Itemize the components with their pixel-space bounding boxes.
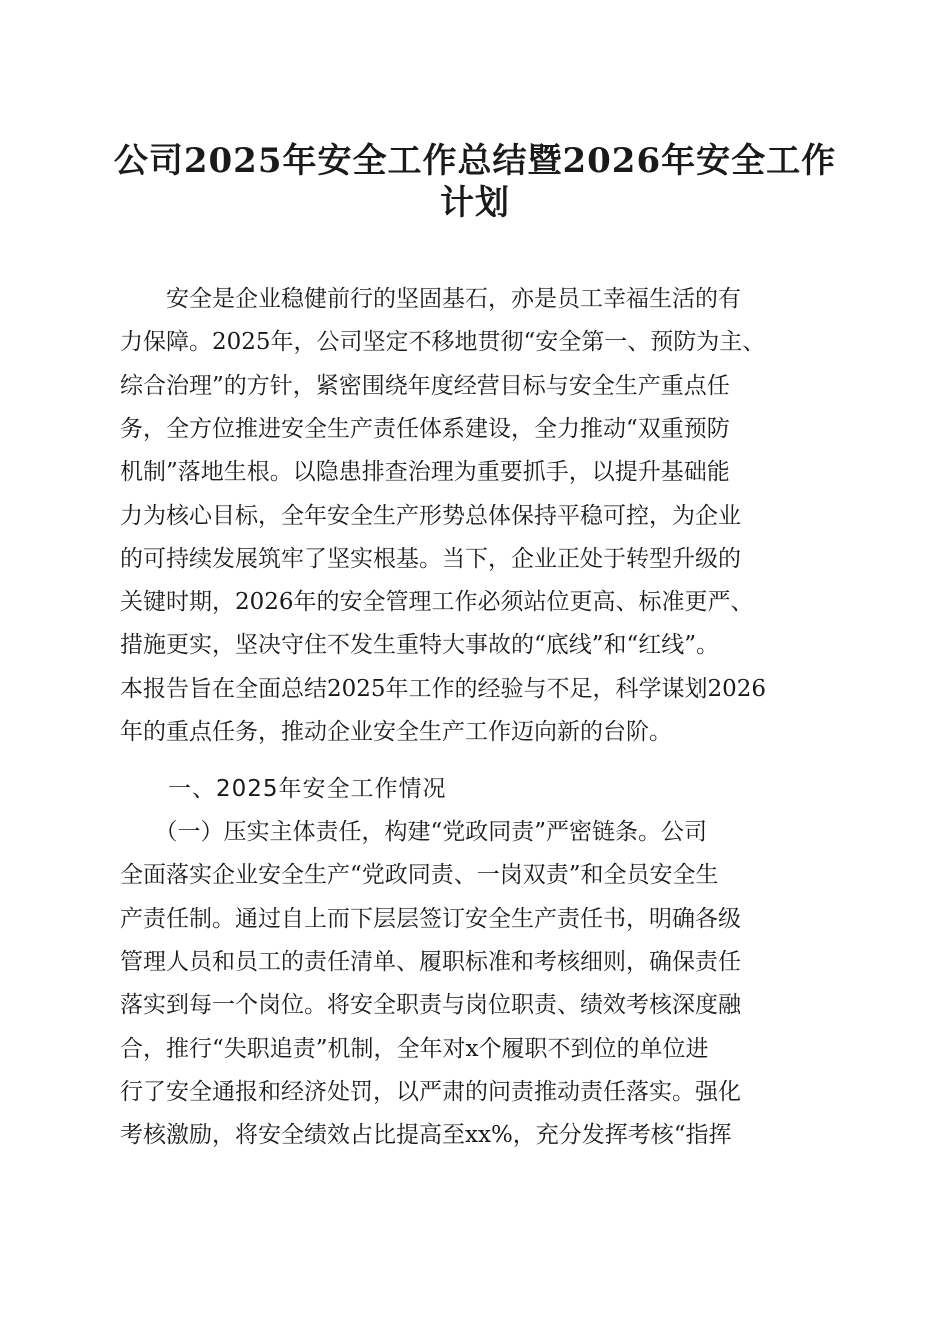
intro-line: 本报告旨在全面总结2025年工作的经验与不足，科学谋划2026 (120, 675, 767, 702)
intro-line: 综合治理”的方针，紧密围绕年度经营目标与安全生产重点任 (120, 372, 730, 399)
document-title-line-1: 公司2025年安全工作总结暨2026年安全工作 (113, 141, 837, 181)
intro-line: 力保障。2025年，公司坚定不移地贯彻“安全第一、预防为主、 (120, 329, 766, 356)
section-line: 产责任制。通过自上而下层层签订安全生产责任书，明确各级 (120, 905, 741, 932)
intro-line: 措施更实，坚决守住不发生重特大事故的“底线”和“红线”。 (120, 632, 720, 659)
intro-line: 务，全方位推进安全生产责任体系建设，全力推动“双重预防 (120, 415, 730, 442)
section-heading: 一、2025年安全工作情况 (168, 776, 447, 802)
section-line: 管理人员和员工的责任清单、履职标准和考核细则，确保责任 (120, 948, 741, 975)
intro-line: 的可持续发展筑牢了坚实根基。当下，企业正处于转型升级的 (120, 545, 741, 572)
intro-line: 机制”落地生根。以隐患排查治理为重要抓手，以提升基础能 (120, 459, 730, 486)
section-line: （一）压实主体责任，构建“党政同责”严密链条。公司 (120, 819, 708, 845)
intro-line: 关键时期，2026年的安全管理工作必须站位更高、标准更严、 (120, 589, 754, 616)
intro-line: 安全是企业稳健前行的坚固基石，亦是员工幸福生活的有 (120, 286, 741, 312)
document-title-line-2: 计划 (440, 183, 510, 223)
section-line: 落实到每一个岗位。将安全职责与岗位职责、绩效考核深度融 (120, 992, 741, 1019)
section-line: 合，推行“失职追责”机制，全年对x个履职不到位的单位进 (120, 1035, 709, 1062)
section-line: 行了安全通报和经济处罚，以严肃的问责推动责任落实。强化 (120, 1078, 741, 1105)
intro-line: 年的重点任务，推动企业安全生产工作迈向新的台阶。 (120, 719, 672, 745)
section-line: 全面落实企业安全生产“党政同责、一岗双责”和全员安全生 (120, 862, 719, 889)
intro-line: 力为核心目标，全年安全生产形势总体保持平稳可控，为企业 (120, 502, 741, 529)
section-line: 考核激励，将安全绩效占比提高至xx%，充分发挥考核“指挥 (120, 1122, 732, 1149)
